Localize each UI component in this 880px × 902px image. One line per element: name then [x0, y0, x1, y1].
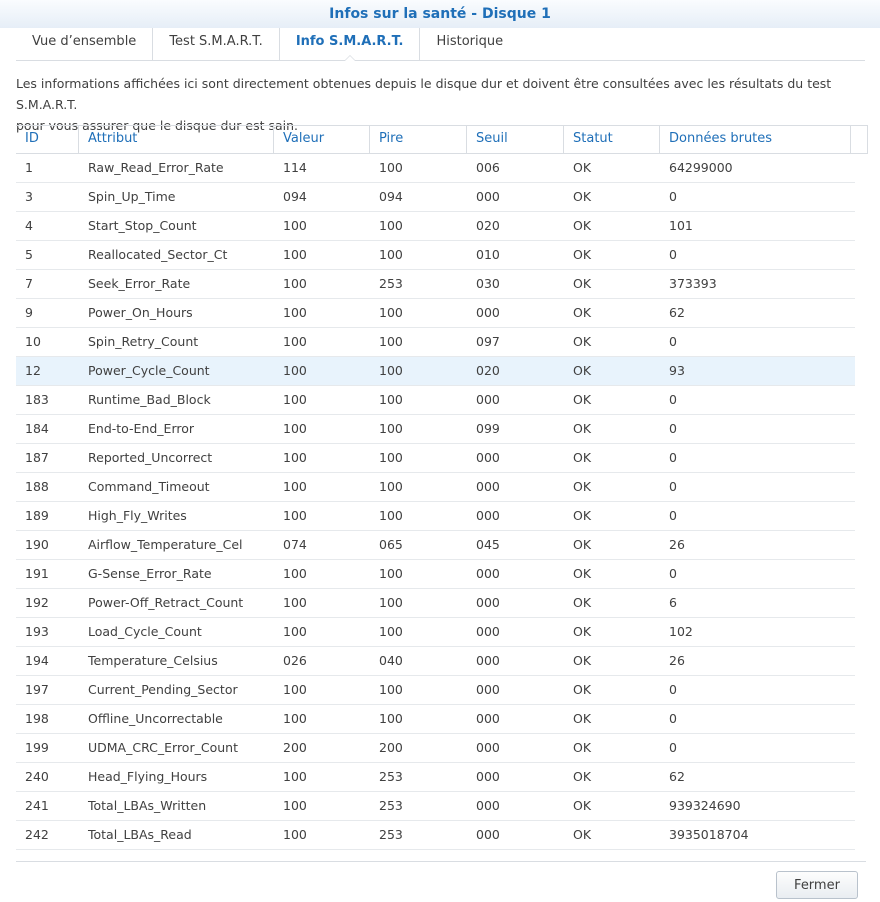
- table-row[interactable]: [16, 270, 855, 299]
- value-cell: 100: [283, 566, 307, 581]
- id-cell: 5: [25, 247, 33, 262]
- column-header-id[interactable]: ID: [16, 126, 79, 153]
- value-cell: 100: [283, 305, 307, 320]
- raw-data-cell: 102: [669, 624, 693, 639]
- worst-cell: 100: [379, 450, 403, 465]
- raw-data-cell: 373393: [669, 276, 717, 291]
- status-cell: OK: [573, 624, 592, 639]
- raw-data-cell: 0: [669, 247, 677, 262]
- table-row[interactable]: [16, 560, 855, 589]
- column-header-attribute[interactable]: Attribut: [79, 126, 274, 153]
- column-header-raw-data[interactable]: Données brutes: [660, 126, 851, 153]
- threshold-cell: 000: [476, 479, 500, 494]
- threshold-cell: 000: [476, 189, 500, 204]
- value-cell: 100: [283, 450, 307, 465]
- raw-data-cell: 939324690: [669, 798, 741, 813]
- value-cell: 100: [283, 334, 307, 349]
- threshold-cell: 020: [476, 363, 500, 378]
- attribute-cell: Offline_Uncorrectable: [88, 711, 223, 726]
- attribute-cell: Power_Cycle_Count: [88, 363, 210, 378]
- value-cell: 100: [283, 624, 307, 639]
- status-cell: OK: [573, 653, 592, 668]
- table-row[interactable]: [16, 473, 855, 502]
- attribute-cell: Reallocated_Sector_Ct: [88, 247, 228, 262]
- table-row[interactable]: [16, 241, 855, 270]
- raw-data-cell: 3935018704: [669, 827, 749, 842]
- worst-cell: 100: [379, 624, 403, 639]
- status-cell: OK: [573, 566, 592, 581]
- worst-cell: 100: [379, 160, 403, 175]
- attribute-cell: Start_Stop_Count: [88, 218, 197, 233]
- value-cell: 100: [283, 363, 307, 378]
- raw-data-cell: 64299000: [669, 160, 733, 175]
- worst-cell: 100: [379, 247, 403, 262]
- worst-cell: 100: [379, 595, 403, 610]
- worst-cell: 100: [379, 711, 403, 726]
- table-body: [16, 154, 868, 850]
- table-header: [16, 126, 868, 154]
- attribute-cell: UDMA_CRC_Error_Count: [88, 740, 238, 755]
- status-cell: OK: [573, 189, 592, 204]
- status-cell: OK: [573, 305, 592, 320]
- table-row[interactable]: [16, 299, 855, 328]
- attribute-cell: Load_Cycle_Count: [88, 624, 202, 639]
- worst-cell: 253: [379, 276, 403, 291]
- status-cell: OK: [573, 682, 592, 697]
- status-cell: OK: [573, 363, 592, 378]
- value-cell: 074: [283, 537, 307, 552]
- id-cell: 240: [25, 769, 49, 784]
- value-cell: 100: [283, 392, 307, 407]
- id-cell: 198: [25, 711, 49, 726]
- threshold-cell: 000: [476, 508, 500, 523]
- table-row[interactable]: [16, 647, 855, 676]
- worst-cell: 100: [379, 305, 403, 320]
- id-cell: 1: [25, 160, 33, 175]
- threshold-cell: 000: [476, 682, 500, 697]
- value-cell: 200: [283, 740, 307, 755]
- attribute-cell: Power_On_Hours: [88, 305, 193, 320]
- threshold-cell: 000: [476, 624, 500, 639]
- worst-cell: 253: [379, 798, 403, 813]
- table-row[interactable]: [16, 154, 855, 183]
- id-cell: 7: [25, 276, 33, 291]
- threshold-cell: 000: [476, 769, 500, 784]
- raw-data-cell: 0: [669, 508, 677, 523]
- threshold-cell: 097: [476, 334, 500, 349]
- tab-history[interactable]: Historique: [419, 28, 519, 60]
- status-cell: OK: [573, 827, 592, 842]
- table-row[interactable]: [16, 734, 855, 763]
- raw-data-cell: 93: [669, 363, 685, 378]
- tab-overview[interactable]: Vue d’ensemble: [32, 34, 137, 49]
- status-cell: OK: [573, 160, 592, 175]
- threshold-cell: 000: [476, 450, 500, 465]
- value-cell: 026: [283, 653, 307, 668]
- raw-data-cell: 101: [669, 218, 693, 233]
- table-row[interactable]: [16, 821, 855, 850]
- worst-cell: 100: [379, 566, 403, 581]
- raw-data-cell: 26: [669, 653, 685, 668]
- value-cell: 094: [283, 189, 307, 204]
- attribute-cell: Raw_Read_Error_Rate: [88, 160, 224, 175]
- status-cell: OK: [573, 421, 592, 436]
- table-row[interactable]: [16, 502, 855, 531]
- description-line-2: pour vous assurer que le disque dur est sain.: [16, 118, 299, 133]
- raw-data-cell: 0: [669, 450, 677, 465]
- value-cell: 100: [283, 421, 307, 436]
- worst-cell: 100: [379, 334, 403, 349]
- raw-data-cell: 0: [669, 421, 677, 436]
- description-line-1: Les informations affichées ici sont directement obtenues depuis le disque dur et doivent être consultées avec les résultats du test S.M.A.R.T.: [16, 76, 832, 112]
- attribute-cell: G-Sense_Error_Rate: [88, 566, 212, 581]
- raw-data-cell: 0: [669, 334, 677, 349]
- attribute-cell: Reported_Uncorrect: [88, 450, 213, 465]
- column-header-spacer: [851, 126, 868, 153]
- table-row[interactable]: [16, 589, 855, 618]
- id-cell: 187: [25, 450, 49, 465]
- threshold-cell: 000: [476, 305, 500, 320]
- id-cell: 188: [25, 479, 49, 494]
- worst-cell: 100: [379, 479, 403, 494]
- threshold-cell: 000: [476, 798, 500, 813]
- status-cell: OK: [573, 334, 592, 349]
- table-row[interactable]: [16, 705, 855, 734]
- status-cell: OK: [573, 711, 592, 726]
- threshold-cell: 000: [476, 653, 500, 668]
- raw-data-cell: 0: [669, 392, 677, 407]
- attribute-cell: Seek_Error_Rate: [88, 276, 191, 291]
- status-cell: OK: [573, 218, 592, 233]
- attribute-cell: Spin_Retry_Count: [88, 334, 199, 349]
- value-cell: 100: [283, 218, 307, 233]
- status-cell: OK: [573, 247, 592, 262]
- id-cell: 12: [25, 363, 41, 378]
- value-cell: 100: [283, 769, 307, 784]
- attribute-cell: Spin_Up_Time: [88, 189, 176, 204]
- worst-cell: 100: [379, 363, 403, 378]
- id-cell: 4: [25, 218, 33, 233]
- status-cell: OK: [573, 479, 592, 494]
- status-cell: OK: [573, 595, 592, 610]
- value-cell: 100: [283, 508, 307, 523]
- value-cell: 100: [283, 247, 307, 262]
- id-cell: 197: [25, 682, 49, 697]
- threshold-cell: 010: [476, 247, 500, 262]
- attribute-cell: Temperature_Celsius: [88, 653, 218, 668]
- tab-smart-test[interactable]: Test S.M.A.R.T.: [152, 28, 279, 60]
- smart-attributes-table: [16, 125, 868, 850]
- attribute-cell: Total_LBAs_Written: [88, 798, 207, 813]
- attribute-cell: High_Fly_Writes: [88, 508, 187, 523]
- raw-data-cell: 0: [669, 189, 677, 204]
- close-button[interactable]: Fermer: [776, 871, 858, 899]
- attribute-cell: Current_Pending_Sector: [88, 682, 238, 697]
- window-title: Infos sur la santé - Disque 1: [0, 0, 880, 28]
- threshold-cell: 045: [476, 537, 500, 552]
- value-cell: 100: [283, 682, 307, 697]
- footer-divider: [16, 861, 866, 862]
- id-cell: 242: [25, 827, 49, 842]
- id-cell: 199: [25, 740, 49, 755]
- attribute-cell: Power-Off_Retract_Count: [88, 595, 244, 610]
- column-header-status[interactable]: Statut: [564, 126, 660, 153]
- worst-cell: 100: [379, 218, 403, 233]
- raw-data-cell: 0: [669, 711, 677, 726]
- attribute-cell: End-to-End_Error: [88, 421, 195, 436]
- threshold-cell: 000: [476, 595, 500, 610]
- threshold-cell: 099: [476, 421, 500, 436]
- attribute-cell: Runtime_Bad_Block: [88, 392, 211, 407]
- table-row[interactable]: [16, 386, 855, 415]
- table-row[interactable]: [16, 444, 855, 473]
- value-cell: 100: [283, 711, 307, 726]
- column-header-worst[interactable]: Pire: [370, 126, 467, 153]
- worst-cell: 040: [379, 653, 403, 668]
- table-row[interactable]: [16, 618, 855, 647]
- threshold-cell: 000: [476, 827, 500, 842]
- table-row[interactable]: [16, 212, 855, 241]
- worst-cell: 200: [379, 740, 403, 755]
- raw-data-cell: 0: [669, 479, 677, 494]
- id-cell: 184: [25, 421, 49, 436]
- table-row[interactable]: [16, 183, 855, 212]
- value-cell: 100: [283, 827, 307, 842]
- id-cell: 193: [25, 624, 49, 639]
- worst-cell: 100: [379, 421, 403, 436]
- table-row[interactable]: [16, 415, 855, 444]
- status-cell: OK: [573, 769, 592, 784]
- id-cell: 10: [25, 334, 41, 349]
- value-cell: 100: [283, 276, 307, 291]
- tab-bar: [16, 28, 865, 61]
- worst-cell: 100: [379, 508, 403, 523]
- table-row[interactable]: [16, 763, 855, 792]
- threshold-cell: 000: [476, 392, 500, 407]
- raw-data-cell: 62: [669, 305, 685, 320]
- id-cell: 194: [25, 653, 49, 668]
- status-cell: OK: [573, 740, 592, 755]
- attribute-cell: Airflow_Temperature_Cel: [88, 537, 243, 552]
- status-cell: OK: [573, 537, 592, 552]
- raw-data-cell: 62: [669, 769, 685, 784]
- status-cell: OK: [573, 798, 592, 813]
- id-cell: 192: [25, 595, 49, 610]
- table-row[interactable]: [16, 531, 855, 560]
- threshold-cell: 000: [476, 740, 500, 755]
- raw-data-cell: 0: [669, 566, 677, 581]
- status-cell: OK: [573, 276, 592, 291]
- id-cell: 191: [25, 566, 49, 581]
- value-cell: 114: [283, 160, 307, 175]
- worst-cell: 065: [379, 537, 403, 552]
- worst-cell: 253: [379, 769, 403, 784]
- threshold-cell: 030: [476, 276, 500, 291]
- worst-cell: 100: [379, 682, 403, 697]
- value-cell: 100: [283, 798, 307, 813]
- column-header-threshold[interactable]: Seuil: [467, 126, 564, 153]
- table-row[interactable]: [16, 792, 855, 821]
- value-cell: 100: [283, 479, 307, 494]
- attribute-cell: Total_LBAs_Read: [88, 827, 192, 842]
- id-cell: 9: [25, 305, 33, 320]
- raw-data-cell: 26: [669, 537, 685, 552]
- id-cell: 189: [25, 508, 49, 523]
- id-cell: 3: [25, 189, 33, 204]
- id-cell: 190: [25, 537, 49, 552]
- worst-cell: 094: [379, 189, 403, 204]
- raw-data-cell: 6: [669, 595, 677, 610]
- raw-data-cell: 0: [669, 682, 677, 697]
- status-cell: OK: [573, 450, 592, 465]
- threshold-cell: 020: [476, 218, 500, 233]
- attribute-cell: Command_Timeout: [88, 479, 210, 494]
- column-header-value[interactable]: Valeur: [274, 126, 370, 153]
- id-cell: 183: [25, 392, 49, 407]
- threshold-cell: 000: [476, 566, 500, 581]
- threshold-cell: 000: [476, 711, 500, 726]
- table-row[interactable]: [16, 328, 855, 357]
- table-row[interactable]: [16, 357, 855, 386]
- table-row[interactable]: [16, 676, 855, 705]
- raw-data-cell: 0: [669, 740, 677, 755]
- status-cell: OK: [573, 392, 592, 407]
- worst-cell: 100: [379, 392, 403, 407]
- threshold-cell: 006: [476, 160, 500, 175]
- value-cell: 100: [283, 595, 307, 610]
- status-cell: OK: [573, 508, 592, 523]
- tab-smart-info[interactable]: Info S.M.A.R.T.: [279, 28, 420, 60]
- id-cell: 241: [25, 798, 49, 813]
- worst-cell: 253: [379, 827, 403, 842]
- attribute-cell: Head_Flying_Hours: [88, 769, 208, 784]
